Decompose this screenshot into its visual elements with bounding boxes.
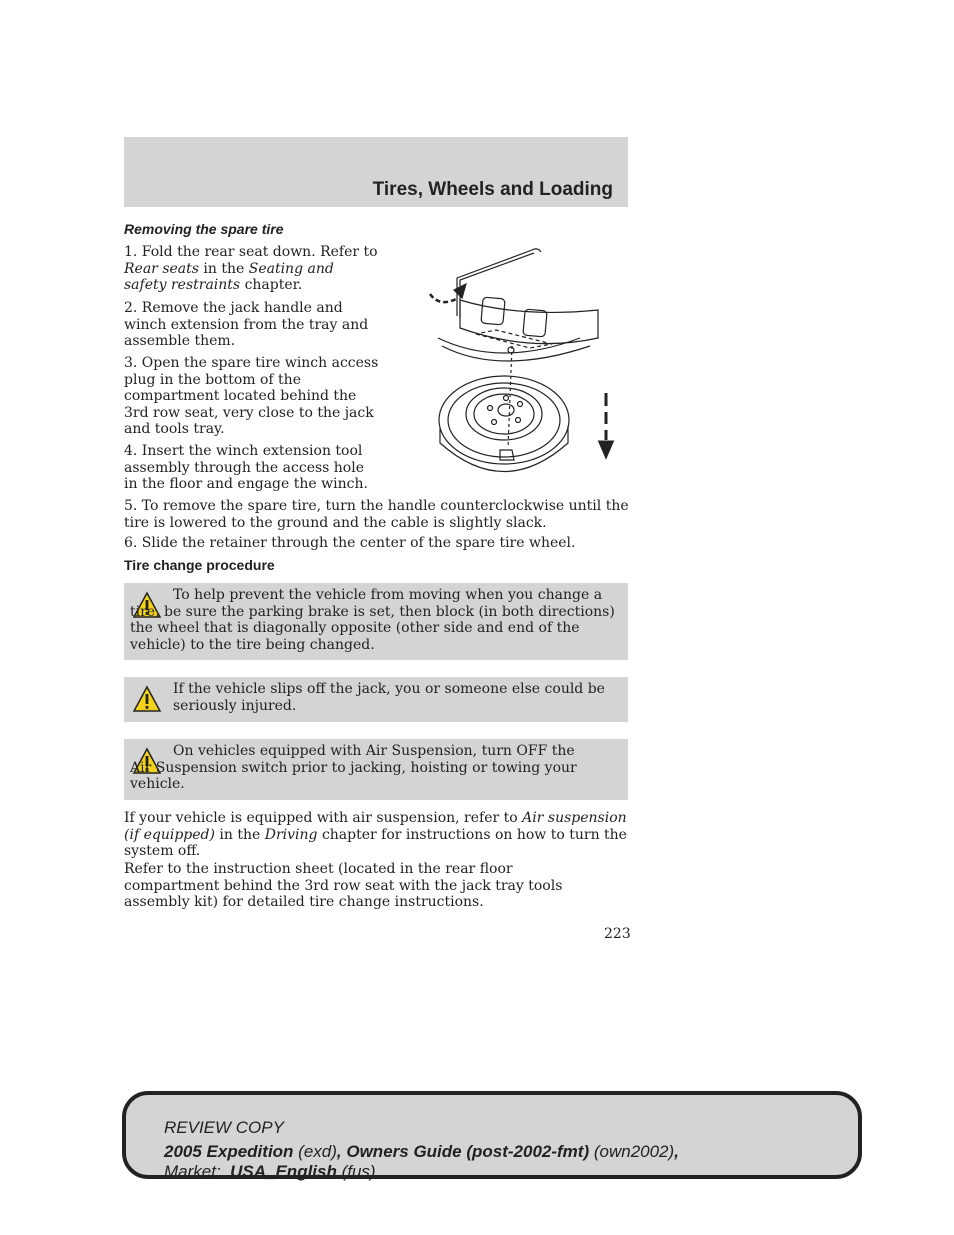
step-4: 4. Insert the winch extension tool assembly through the access hole in the floor and engage the winch. (124, 443, 368, 492)
review-footer (122, 1091, 862, 1179)
warning-box-3 (124, 739, 628, 800)
warning-text-1: To help prevent the vehicle from moving when you change a tire, be sure the parking brake is set, then block (in both directions) the wheel that is diagonally opposite (other side and end of the vehicle) to the tire being changed. (130, 587, 615, 653)
footer-document-info: 2005 Expedition (exd), Owners Guide (post-2002-fmt) (own2002), (164, 1142, 679, 1161)
footer-review-copy: REVIEW COPY (164, 1118, 284, 1137)
step-6: 6. Slide the retainer through the center of the spare tire wheel. (124, 535, 576, 551)
air-suspension-paragraph: If your vehicle is equipped with air suspension, refer to Air suspension (if equipped) in the Driving chapter for instructions on how to turn the system off. (124, 810, 627, 859)
step-3: 3. Open the spare tire winch access plug in the bottom of the compartment located behind the 3rd row seat, very close to the jack and tools tray. (124, 355, 379, 437)
section-heading-tire-change: Tire change procedure (124, 557, 275, 573)
page-number: 223 (604, 926, 631, 942)
warning-box-2 (124, 677, 628, 722)
step-2: 2. Remove the jack handle and winch extension from the tray and assemble them. (124, 300, 369, 349)
section-heading-removing: Removing the spare tire (124, 221, 284, 237)
spare-tire-illustration (420, 238, 620, 488)
step-5: 5. To remove the spare tire, turn the handle counterclockwise until the tire is lowered to the ground and the cable is slightly slack. (124, 498, 629, 531)
link-driving-chapter: Driving (264, 826, 318, 843)
page-title: Tires, Wheels and Loading (372, 179, 613, 200)
link-rear-seats: Rear seats (124, 260, 199, 277)
instruction-sheet-paragraph: Refer to the instruction sheet (located in the rear floor compartment behind the 3rd row seat with the jack tray tools assembly kit) for detailed tire change instructions. (124, 861, 563, 910)
warning-triangle-icon (132, 685, 162, 713)
warning-text-2: If the vehicle slips off the jack, you or someone else could be seriously injured. (173, 681, 605, 714)
footer-market-info: Market: USA_English (fus) (164, 1162, 376, 1181)
link-air-suspension: Air suspension (if equipped) (124, 810, 627, 843)
warning-box-1 (124, 583, 628, 660)
step-1: 1. Fold the rear seat down. Refer to Rear seats in the Seating and safety restraints chapter. (124, 244, 378, 293)
header-band (124, 137, 628, 207)
link-seating-chapter: Seating and safety restraints (124, 260, 334, 293)
warning-text-3: On vehicles equipped with Air Suspension, turn OFF the Air Suspension switch prior to jacking, hoisting or towing your vehicle. (130, 743, 577, 792)
